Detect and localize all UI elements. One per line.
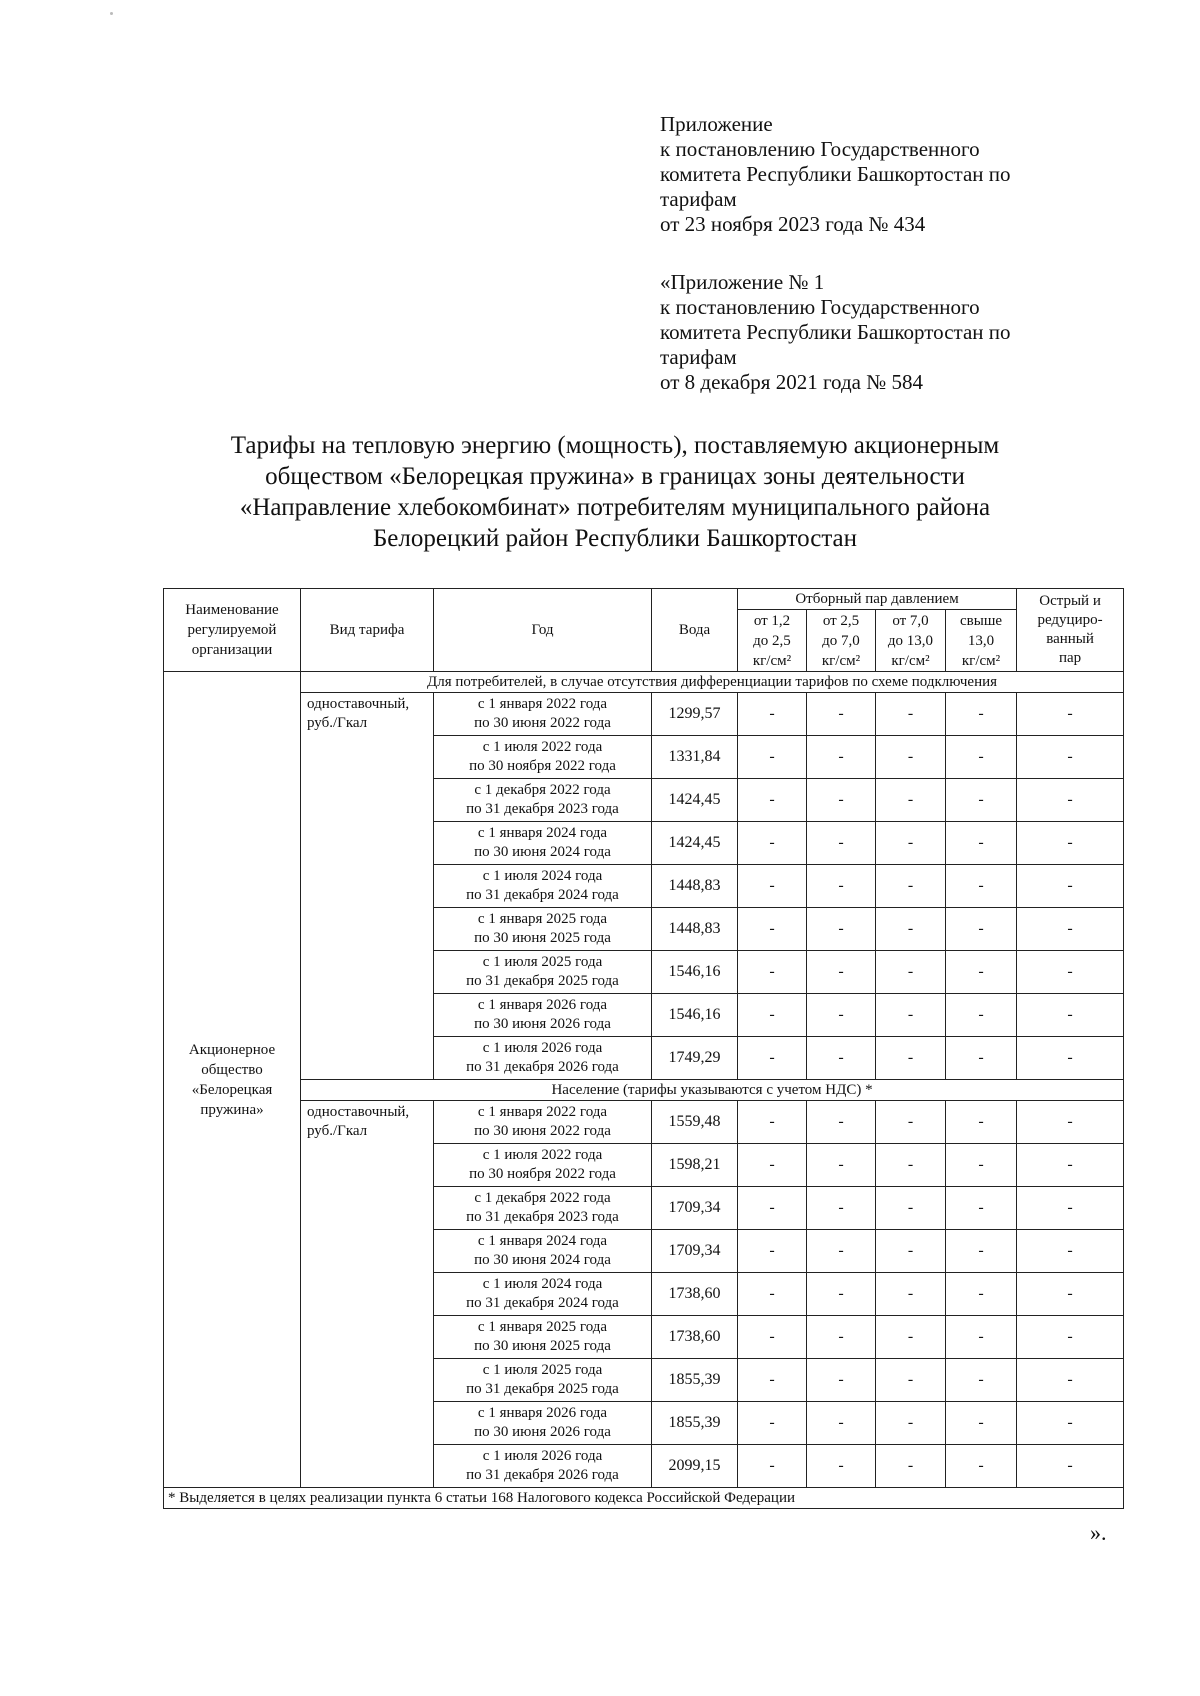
- period-cell: [434, 1273, 652, 1316]
- period-line: по 30 июня 2024 года: [474, 1252, 611, 1268]
- empty-value-cell: -: [807, 908, 876, 951]
- period-cell: [434, 779, 652, 822]
- empty-value-cell: -: [738, 736, 807, 779]
- empty-value-cell: -: [738, 1144, 807, 1187]
- empty-value-cell: -: [946, 951, 1017, 994]
- empty-value-cell: -: [946, 908, 1017, 951]
- empty-value-cell: -: [946, 1273, 1017, 1316]
- empty-value-cell: -: [876, 1445, 946, 1488]
- header-steam-2: [807, 610, 876, 672]
- organization-line: пружина»: [200, 1101, 264, 1118]
- header-text: Острый и: [1039, 593, 1101, 609]
- empty-value-cell: -: [738, 951, 807, 994]
- empty-value-cell: -: [1017, 1273, 1124, 1316]
- empty-value-cell: -: [876, 1230, 946, 1273]
- water-value: 1749,29: [652, 1037, 738, 1080]
- empty-value-cell: -: [876, 693, 946, 736]
- water-value: 1855,39: [652, 1359, 738, 1402]
- empty-value-cell: -: [876, 1101, 946, 1144]
- empty-value-cell: -: [946, 693, 1017, 736]
- appendix-header-original: [660, 270, 1100, 395]
- empty-value-cell: -: [1017, 1187, 1124, 1230]
- tariff-table-body: [164, 672, 1124, 1509]
- water-value: 1598,21: [652, 1144, 738, 1187]
- empty-value-cell: -: [876, 1187, 946, 1230]
- empty-value-cell: -: [738, 908, 807, 951]
- tariff-table: [163, 588, 1124, 1509]
- period-line: с 1 июля 2024 года: [482, 868, 603, 884]
- organization-line: «Белорецкая: [191, 1081, 273, 1098]
- period-line: с 1 июля 2022 года: [482, 1147, 603, 1163]
- empty-value-cell: -: [1017, 779, 1124, 822]
- period-line: по 30 ноября 2022 года: [469, 758, 616, 774]
- period-line: по 30 июня 2024 года: [474, 844, 611, 860]
- empty-value-cell: -: [738, 1037, 807, 1080]
- empty-value-cell: -: [1017, 1144, 1124, 1187]
- header-text: до 13,0: [887, 632, 934, 649]
- empty-value-cell: -: [946, 1187, 1017, 1230]
- period-line: с 1 июля 2025 года: [482, 1362, 603, 1378]
- period-line: по 31 декабря 2026 года: [466, 1059, 619, 1075]
- section-row: [164, 672, 1124, 693]
- empty-value-cell: -: [876, 736, 946, 779]
- scan-speck: [110, 12, 113, 15]
- period-cell: [434, 1445, 652, 1488]
- title-line: Белорецкий район Республики Башкортостан: [372, 525, 858, 552]
- period-line: с 1 января 2022 года: [477, 696, 608, 712]
- header-steam-4: [946, 610, 1017, 672]
- empty-value-cell: -: [807, 779, 876, 822]
- water-value: 1855,39: [652, 1402, 738, 1445]
- period-line: по 31 декабря 2024 года: [466, 887, 619, 903]
- empty-value-cell: -: [876, 908, 946, 951]
- empty-value-cell: -: [946, 1230, 1017, 1273]
- header-steam-group: Отборный пар давлением: [738, 589, 1017, 610]
- empty-value-cell: -: [946, 1359, 1017, 1402]
- tariff-type-line: одноставочный,: [307, 1104, 410, 1120]
- empty-value-cell: -: [946, 1101, 1017, 1144]
- section-row: [164, 1080, 1124, 1101]
- period-line: по 30 июня 2026 года: [474, 1424, 611, 1440]
- organization-name: [164, 672, 301, 1488]
- title-line: Тарифы на тепловую энергию (мощность), поставляемую акционерным: [230, 432, 1000, 459]
- appendix-header: [660, 112, 1100, 237]
- empty-value-cell: -: [876, 1273, 946, 1316]
- header-text: регулируемой: [187, 622, 277, 638]
- period-cell: [434, 1402, 652, 1445]
- water-value: 1738,60: [652, 1316, 738, 1359]
- period-cell: [434, 693, 652, 736]
- empty-value-cell: -: [876, 951, 946, 994]
- header-text: ванный: [1046, 631, 1094, 647]
- header-text: кг/см²: [752, 652, 792, 669]
- water-value: 1299,57: [652, 693, 738, 736]
- empty-value-cell: -: [946, 1037, 1017, 1080]
- title-line: обществом «Белорецкая пружина» в границах зоны деятельности: [265, 463, 965, 490]
- period-line: по 31 декабря 2023 года: [466, 1209, 619, 1225]
- period-line: по 30 ноября 2022 года: [469, 1166, 616, 1182]
- period-cell: [434, 1359, 652, 1402]
- empty-value-cell: -: [738, 1187, 807, 1230]
- header-sharp-steam: [1017, 589, 1124, 672]
- period-cell: [434, 736, 652, 779]
- appendix-line: к постановлению Государственного: [660, 295, 980, 319]
- period-line: по 30 июня 2022 года: [474, 1123, 611, 1139]
- water-value: 1709,34: [652, 1187, 738, 1230]
- empty-value-cell: -: [946, 822, 1017, 865]
- period-cell: [434, 1316, 652, 1359]
- header-text: организации: [191, 642, 273, 658]
- period-line: по 31 декабря 2026 года: [466, 1467, 619, 1483]
- empty-value-cell: -: [1017, 1101, 1124, 1144]
- empty-value-cell: -: [807, 1144, 876, 1187]
- appendix-line: «Приложение № 1: [660, 270, 825, 294]
- footnote-row: [164, 1488, 1124, 1509]
- appendix-line: комитета Республики Башкортостан по: [660, 320, 1011, 344]
- header-text: до 2,5: [753, 632, 791, 649]
- empty-value-cell: -: [946, 994, 1017, 1037]
- period-line: с 1 января 2022 года: [477, 1104, 608, 1120]
- water-value: 1546,16: [652, 994, 738, 1037]
- empty-value-cell: -: [946, 779, 1017, 822]
- header-organization: [164, 589, 301, 672]
- empty-value-cell: -: [946, 865, 1017, 908]
- empty-value-cell: -: [807, 1187, 876, 1230]
- period-line: по 31 декабря 2025 года: [466, 1381, 619, 1397]
- empty-value-cell: -: [1017, 1037, 1124, 1080]
- empty-value-cell: -: [1017, 908, 1124, 951]
- water-value: 1448,83: [652, 908, 738, 951]
- empty-value-cell: -: [738, 1402, 807, 1445]
- empty-value-cell: -: [1017, 1402, 1124, 1445]
- header-text: пар: [1058, 650, 1082, 666]
- empty-value-cell: -: [807, 822, 876, 865]
- period-line: с 1 января 2025 года: [477, 911, 608, 927]
- empty-value-cell: -: [946, 1144, 1017, 1187]
- empty-value-cell: -: [876, 1402, 946, 1445]
- header-tariff-type: Вид тарифа: [301, 589, 434, 672]
- empty-value-cell: -: [1017, 736, 1124, 779]
- empty-value-cell: -: [807, 994, 876, 1037]
- period-line: с 1 января 2024 года: [477, 1233, 608, 1249]
- empty-value-cell: -: [738, 1273, 807, 1316]
- water-value: 1738,60: [652, 1273, 738, 1316]
- header-text: кг/см²: [961, 652, 1001, 669]
- section-title: Население (тарифы указываются с учетом НДС) *: [301, 1080, 1124, 1101]
- empty-value-cell: -: [738, 865, 807, 908]
- water-value: 1424,45: [652, 779, 738, 822]
- organization-line: Акционерное: [188, 1041, 276, 1058]
- empty-value-cell: -: [738, 693, 807, 736]
- water-value: 1559,48: [652, 1101, 738, 1144]
- empty-value-cell: -: [807, 1230, 876, 1273]
- tariff-type-cell: [301, 1101, 434, 1488]
- header-text: от 1,2: [753, 612, 791, 629]
- period-line: с 1 января 2026 года: [477, 1405, 608, 1421]
- header-text: Наименование: [185, 602, 279, 618]
- empty-value-cell: -: [1017, 1316, 1124, 1359]
- header-steam-1: [738, 610, 807, 672]
- empty-value-cell: -: [807, 1316, 876, 1359]
- empty-value-cell: -: [1017, 1359, 1124, 1402]
- empty-value-cell: -: [1017, 693, 1124, 736]
- header-text: кг/см²: [821, 652, 861, 669]
- appendix-line: комитета Республики Башкортостан по: [660, 162, 1011, 186]
- empty-value-cell: -: [876, 1037, 946, 1080]
- period-cell: [434, 951, 652, 994]
- water-value: 1331,84: [652, 736, 738, 779]
- section-title: Для потребителей, в случае отсутствия дифференциации тарифов по схеме подключения: [301, 672, 1124, 693]
- header-water: Вода: [652, 589, 738, 672]
- empty-value-cell: -: [807, 865, 876, 908]
- empty-value-cell: -: [738, 1359, 807, 1402]
- table-row: [164, 693, 1124, 736]
- period-line: с 1 июля 2024 года: [482, 1276, 603, 1292]
- period-line: с 1 июля 2022 года: [482, 739, 603, 755]
- tariff-type-line: одноставочный,: [307, 696, 410, 712]
- water-value: 1709,34: [652, 1230, 738, 1273]
- water-value: 1424,45: [652, 822, 738, 865]
- appendix-line: от 23 ноября 2023 года № 434: [660, 212, 926, 236]
- period-line: с 1 июля 2025 года: [482, 954, 603, 970]
- appendix-line: Приложение: [660, 112, 773, 136]
- empty-value-cell: -: [946, 1402, 1017, 1445]
- tariff-type-line: руб./Гкал: [307, 1123, 368, 1139]
- period-cell: [434, 865, 652, 908]
- period-line: по 30 июня 2025 года: [474, 1338, 611, 1354]
- tariff-type-line: руб./Гкал: [307, 715, 368, 731]
- empty-value-cell: -: [807, 1402, 876, 1445]
- empty-value-cell: -: [1017, 822, 1124, 865]
- appendix-line: к постановлению Государственного: [660, 137, 980, 161]
- document-title: [150, 430, 1080, 554]
- footnote: * Выделяется в целях реализации пункта 6 статьи 168 Налогового кодекса Российской Федерации: [164, 1488, 1124, 1509]
- empty-value-cell: -: [1017, 865, 1124, 908]
- header-text: свыше: [960, 612, 1003, 629]
- empty-value-cell: -: [807, 1359, 876, 1402]
- period-cell: [434, 1037, 652, 1080]
- period-line: по 31 декабря 2023 года: [466, 801, 619, 817]
- empty-value-cell: -: [876, 865, 946, 908]
- empty-value-cell: -: [1017, 1445, 1124, 1488]
- period-cell: [434, 1101, 652, 1144]
- water-value: 1448,83: [652, 865, 738, 908]
- period-line: с 1 января 2026 года: [477, 997, 608, 1013]
- empty-value-cell: -: [807, 736, 876, 779]
- title-line: «Направление хлебокомбинат» потребителям муниципального района: [239, 494, 991, 521]
- empty-value-cell: -: [807, 1101, 876, 1144]
- empty-value-cell: -: [807, 693, 876, 736]
- water-value: 1546,16: [652, 951, 738, 994]
- empty-value-cell: -: [876, 994, 946, 1037]
- header-text: редуциро-: [1037, 612, 1103, 628]
- empty-value-cell: -: [807, 951, 876, 994]
- empty-value-cell: -: [1017, 1230, 1124, 1273]
- header-text: кг/см²: [891, 652, 930, 669]
- empty-value-cell: -: [807, 1445, 876, 1488]
- empty-value-cell: -: [807, 1037, 876, 1080]
- empty-value-cell: -: [738, 994, 807, 1037]
- empty-value-cell: -: [1017, 994, 1124, 1037]
- empty-value-cell: -: [738, 822, 807, 865]
- period-cell: [434, 1230, 652, 1273]
- empty-value-cell: -: [946, 1445, 1017, 1488]
- period-line: с 1 декабря 2022 года: [474, 782, 611, 798]
- table-row: [164, 1101, 1124, 1144]
- header-text: 13,0: [967, 632, 995, 649]
- empty-value-cell: -: [876, 1316, 946, 1359]
- appendix-line: от 8 декабря 2021 года № 584: [660, 370, 923, 394]
- appendix-line: тарифам: [660, 187, 737, 211]
- period-line: с 1 июля 2026 года: [482, 1448, 603, 1464]
- appendix-line: тарифам: [660, 345, 737, 369]
- period-line: с 1 июля 2026 года: [482, 1040, 603, 1056]
- period-cell: [434, 908, 652, 951]
- period-line: по 30 июня 2026 года: [474, 1016, 611, 1032]
- period-cell: [434, 1144, 652, 1187]
- header-steam-3: [876, 610, 946, 672]
- closing-quote: ».: [1090, 1520, 1107, 1545]
- empty-value-cell: -: [946, 736, 1017, 779]
- period-cell: [434, 822, 652, 865]
- empty-value-cell: -: [807, 1273, 876, 1316]
- period-line: по 31 декабря 2025 года: [466, 973, 619, 989]
- organization-line: общество: [201, 1061, 263, 1078]
- empty-value-cell: -: [738, 1316, 807, 1359]
- empty-value-cell: -: [738, 1230, 807, 1273]
- period-cell: [434, 1187, 652, 1230]
- empty-value-cell: -: [738, 779, 807, 822]
- period-line: по 30 июня 2025 года: [474, 930, 611, 946]
- empty-value-cell: -: [738, 1445, 807, 1488]
- header-text: от 7,0: [892, 612, 929, 629]
- empty-value-cell: -: [876, 1144, 946, 1187]
- header-text: от 2,5: [822, 612, 860, 629]
- period-line: с 1 января 2025 года: [477, 1319, 608, 1335]
- period-line: по 31 декабря 2024 года: [466, 1295, 619, 1311]
- tariff-type-cell: [301, 693, 434, 1080]
- empty-value-cell: -: [876, 1359, 946, 1402]
- header-year: Год: [434, 589, 652, 672]
- empty-value-cell: -: [738, 1101, 807, 1144]
- empty-value-cell: -: [876, 822, 946, 865]
- period-cell: [434, 994, 652, 1037]
- period-line: с 1 января 2024 года: [477, 825, 608, 841]
- empty-value-cell: -: [876, 779, 946, 822]
- empty-value-cell: -: [1017, 951, 1124, 994]
- header-text: до 7,0: [822, 632, 860, 649]
- water-value: 2099,15: [652, 1445, 738, 1488]
- period-line: с 1 декабря 2022 года: [474, 1190, 611, 1206]
- empty-value-cell: -: [946, 1316, 1017, 1359]
- period-line: по 30 июня 2022 года: [474, 715, 611, 731]
